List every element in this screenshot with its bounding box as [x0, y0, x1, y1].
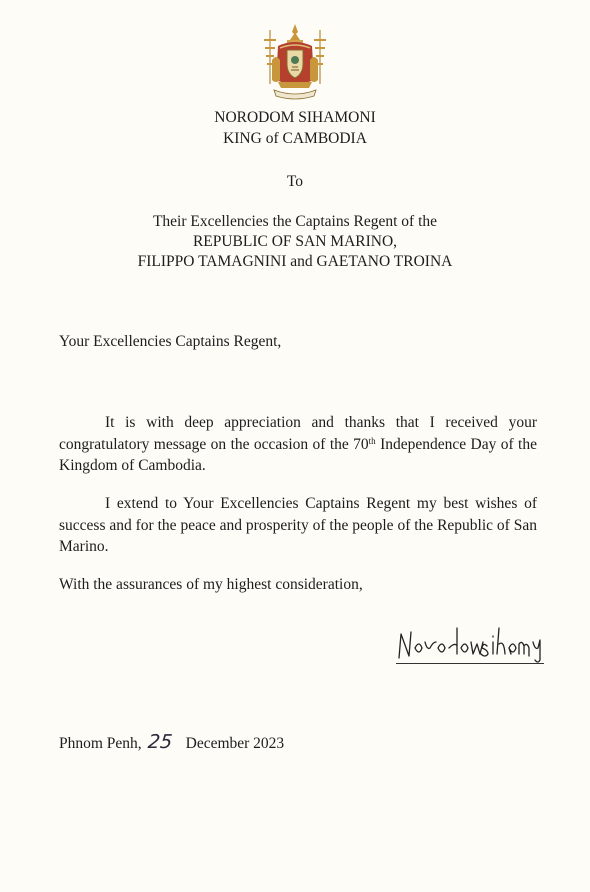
handwritten-signature-icon — [393, 618, 548, 666]
salutation: Your Excellencies Captains Regent, — [59, 333, 282, 350]
title-prefix: KING — [223, 130, 262, 147]
recipient-line-2: REPUBLIC OF SAN MARINO, — [192, 233, 398, 250]
royal-arms-of-cambodia-icon — [260, 22, 330, 100]
dateline-place: Phnom Penh, — [59, 735, 142, 752]
letterhead-name — [0, 108, 590, 128]
p1-text-end: Independence Day of the Kingdom of Cambodia. — [59, 435, 537, 474]
body-paragraph-2: I extend to Your Excellencies Captains Regent my best wishes of success and for the peace and prosperity of the people of the Republic of San Marino. — [59, 495, 537, 555]
p1-text-start: It is with deep appreciation and thanks that I received your congratulatory message on the occasion of the 70 — [59, 414, 537, 453]
title-of: of — [265, 130, 279, 147]
to-label: To — [286, 173, 304, 190]
closing-line: With the assurances of my highest consideration, — [59, 576, 363, 593]
dateline-handwritten-day: 25 — [146, 731, 173, 753]
recipient-line-3 — [0, 252, 590, 272]
recipient-line-1: Their Excellencies the Captains Regent of the — [152, 213, 438, 230]
recipient-name-1: FILIPPO TAMAGNINI — [137, 253, 287, 270]
title-country: CAMBODIA — [282, 130, 367, 147]
recipient-and: and — [290, 253, 313, 270]
body-paragraph-1 — [59, 412, 537, 477]
sender-name: NORODOM SIHAMONI — [214, 109, 376, 126]
letterhead-title — [0, 129, 590, 149]
dateline-month-year: December 2023 — [185, 735, 285, 752]
signature-underline — [396, 663, 544, 664]
dateline — [59, 731, 284, 755]
recipient-name-2: GAETANO TROINA — [316, 253, 453, 270]
p1-ordinal-suffix: th — [368, 435, 376, 446]
